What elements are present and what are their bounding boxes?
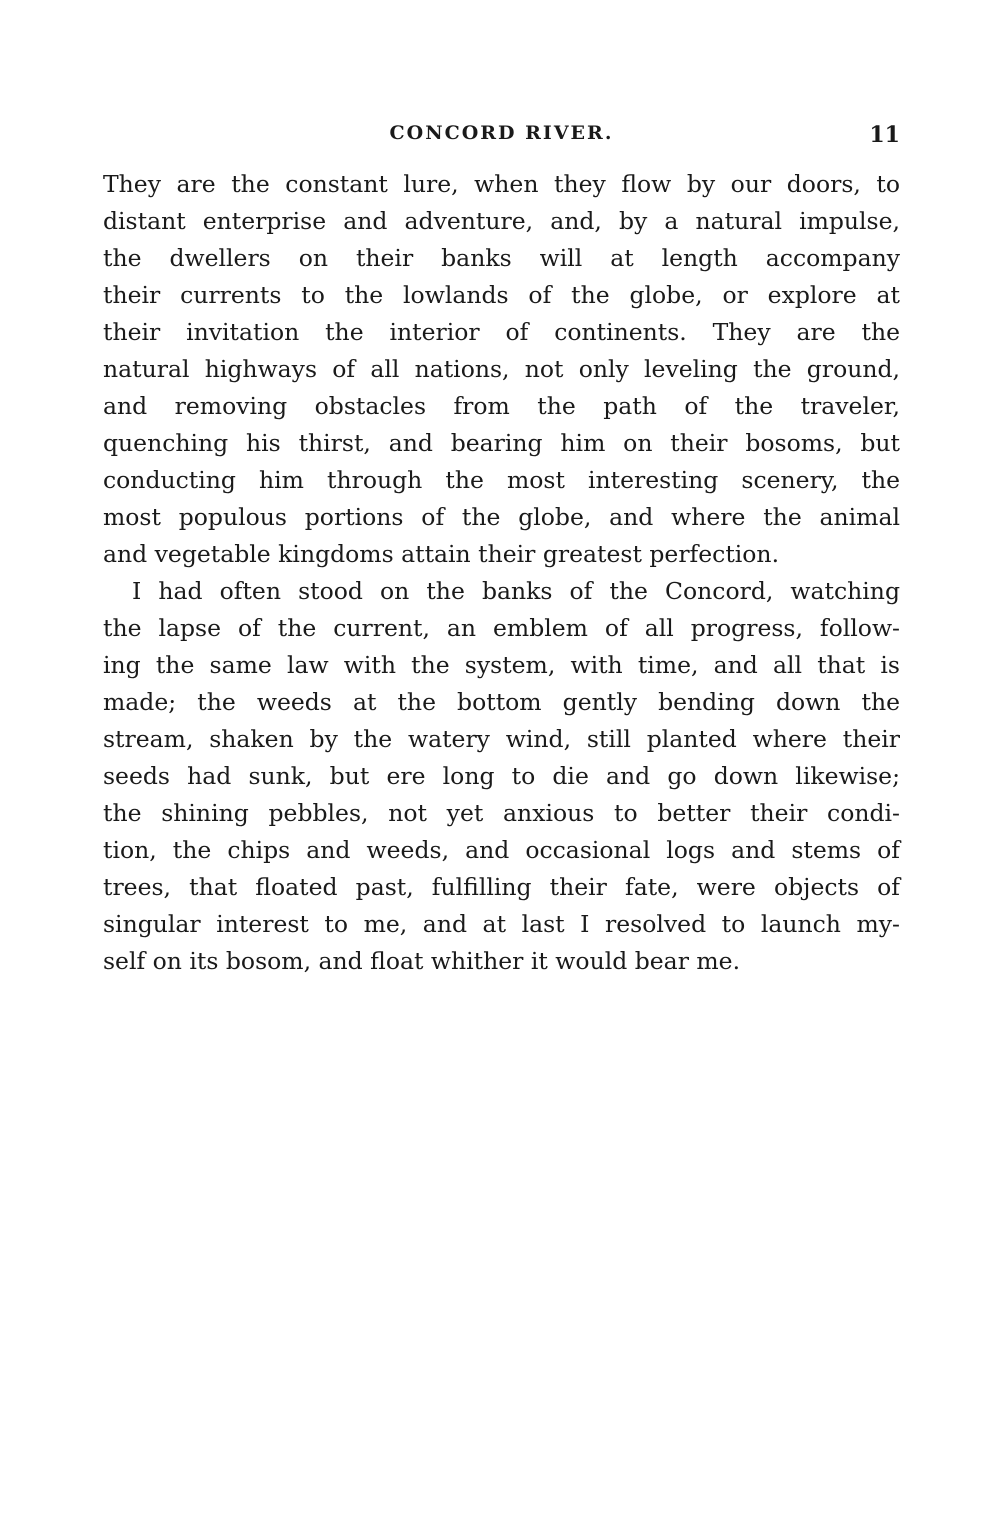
- text-line: tion, the chips and weeds, and occasional logs and stems of: [103, 836, 900, 864]
- text-line: distant enterprise and adventure, and, by a natural impulse,: [103, 207, 900, 235]
- text-line: their invitation the interior of continents. They are the: [103, 318, 900, 346]
- text-line: singular interest to me, and at last I resolved to launch my-: [103, 910, 900, 938]
- text-line: conducting him through the most interesting scenery, the: [103, 466, 900, 494]
- paragraph-1: [103, 166, 900, 573]
- text-line: the lapse of the current, an emblem of all progress, follow-: [103, 614, 900, 642]
- page-number: 11: [869, 122, 900, 148]
- running-title: CONCORD RIVER.: [389, 122, 614, 144]
- text-line: They are the constant lure, when they flow by our doors, to: [103, 170, 900, 198]
- text-line: seeds had sunk, but ere long to die and go down likewise;: [103, 762, 900, 790]
- running-head: [103, 122, 900, 152]
- text-line: their currents to the lowlands of the globe, or explore at: [103, 281, 900, 309]
- paragraph-2: [103, 573, 900, 980]
- body-text: [103, 166, 900, 980]
- text-line: and vegetable kingdoms attain their greatest perfection.: [103, 540, 780, 568]
- text-line: ing the same law with the system, with time, and all that is: [103, 651, 900, 679]
- text-line: and removing obstacles from the path of the traveler,: [103, 392, 900, 420]
- text-line: the dwellers on their banks will at length accompany: [103, 244, 900, 272]
- text-line: natural highways of all nations, not only leveling the ground,: [103, 355, 900, 383]
- text-line: self on its bosom, and float whither it would bear me.: [103, 947, 741, 975]
- text-line: made; the weeds at the bottom gently bending down the: [103, 688, 900, 716]
- text-line: I had often stood on the banks of the Concord, watching: [132, 577, 900, 605]
- text-line: most populous portions of the globe, and where the animal: [103, 503, 900, 531]
- text-line: stream, shaken by the watery wind, still planted where their: [103, 725, 900, 753]
- text-line: trees, that floated past, fulfilling their fate, were objects of: [103, 873, 900, 901]
- text-line: the shining pebbles, not yet anxious to better their condi-: [103, 799, 900, 827]
- text-line: quenching his thirst, and bearing him on their bosoms, but: [103, 429, 900, 457]
